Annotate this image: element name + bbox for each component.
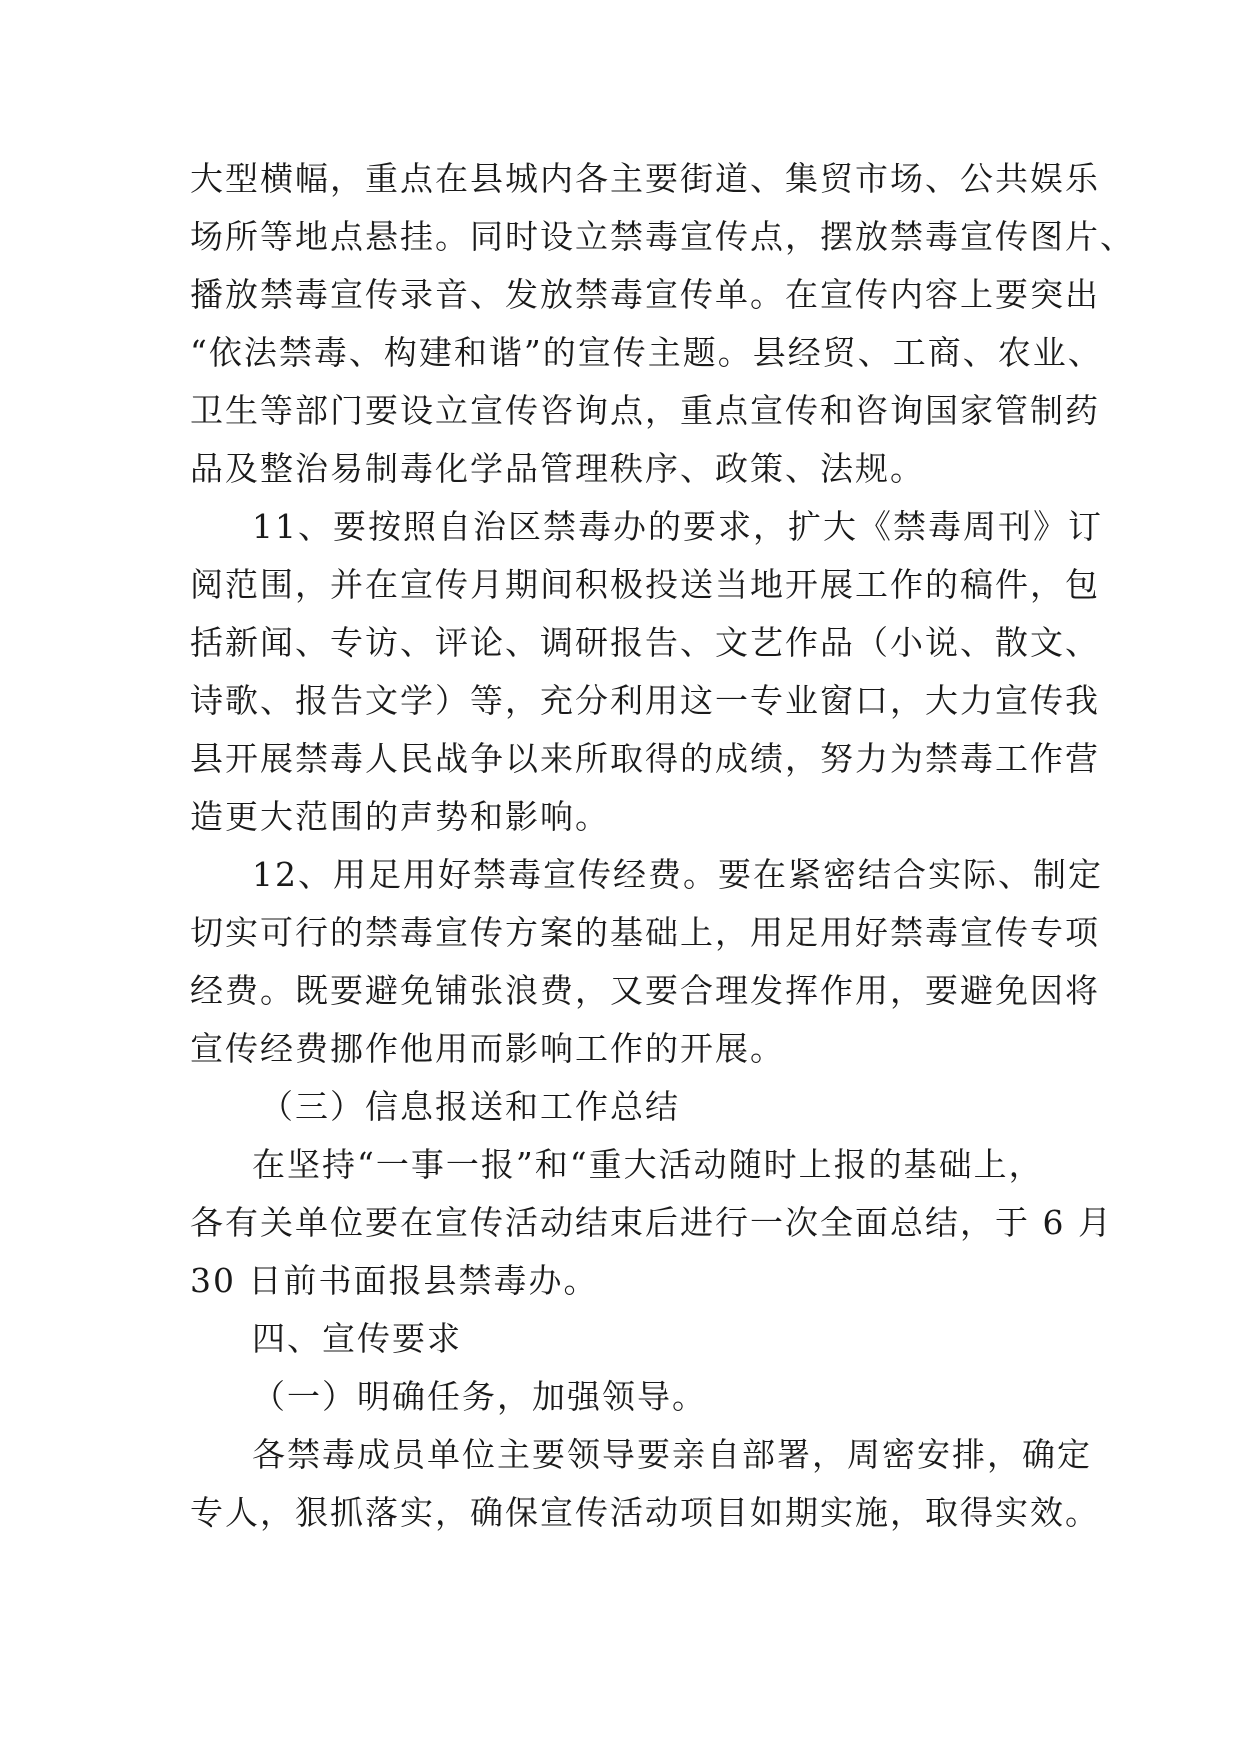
text-line: 切实可行的禁毒宣传方案的基础上，用足用好禁毒宣传专项 xyxy=(190,913,1100,952)
text-line: 播放禁毒宣传录音、发放禁毒宣传单。在宣传内容上要突出 xyxy=(190,275,1100,314)
text-line: 场所等地点悬挂。同时设立禁毒宣传点，摆放禁毒宣传图片、 xyxy=(190,217,1135,256)
text-line: 诗歌、报告文学）等，充分利用这一专业窗口，大力宣传我 xyxy=(190,681,1100,720)
text-line: 各有关单位要在宣传活动结束后进行一次全面总结，于 6 月 xyxy=(190,1203,1113,1242)
text-line: “依法禁毒、构建和谐”的宣传主题。县经贸、工商、农业、 xyxy=(190,333,1103,372)
document-body xyxy=(190,150,1135,1542)
text-line: 县开展禁毒人民战争以来所取得的成绩，努力为禁毒工作营 xyxy=(190,739,1100,778)
text-line: 宣传经费挪作他用而影响工作的开展。 xyxy=(190,1029,785,1068)
section-heading-3: （三）信息报送和工作总结 xyxy=(260,1087,680,1126)
text-line: 经费。既要避免铺张浪费，又要合理发挥作用，要避免因将 xyxy=(190,971,1100,1010)
text-line: 阅范围，并在宣传月期间积极投送当地开展工作的稿件，包 xyxy=(190,565,1100,604)
text-line: 各禁毒成员单位主要领导要亲自部署，周密安排，确定 xyxy=(252,1435,1092,1474)
item-12-first-line: 12、用足用好禁毒宣传经费。要在紧密结合实际、制定 xyxy=(252,855,1103,894)
text-line: 造更大范围的声势和影响。 xyxy=(190,797,610,836)
text-line: 大型横幅，重点在县城内各主要街道、集贸市场、公共娱乐 xyxy=(190,159,1100,198)
subsection-heading-1: （一）明确任务，加强领导。 xyxy=(252,1377,707,1416)
text-line: 在坚持“一事一报”和“重大活动随时上报的基础上， xyxy=(252,1145,1044,1184)
text-line: 括新闻、专访、评论、调研报告、文艺作品（小说、散文、 xyxy=(190,623,1100,662)
text-line: 30 日前书面报县禁毒办。 xyxy=(190,1261,599,1300)
text-line: 品及整治易制毒化学品管理秩序、政策、法规。 xyxy=(190,449,925,488)
text-line: 卫生等部门要设立宣传咨询点，重点宣传和咨询国家管制药 xyxy=(190,391,1100,430)
item-11-first-line: 11、要按照自治区禁毒办的要求，扩大《禁毒周刊》订 xyxy=(252,507,1103,546)
text-line: 专人，狠抓落实，确保宣传活动项目如期实施，取得实效。 xyxy=(190,1493,1100,1532)
section-heading-4: 四、宣传要求 xyxy=(252,1319,462,1358)
